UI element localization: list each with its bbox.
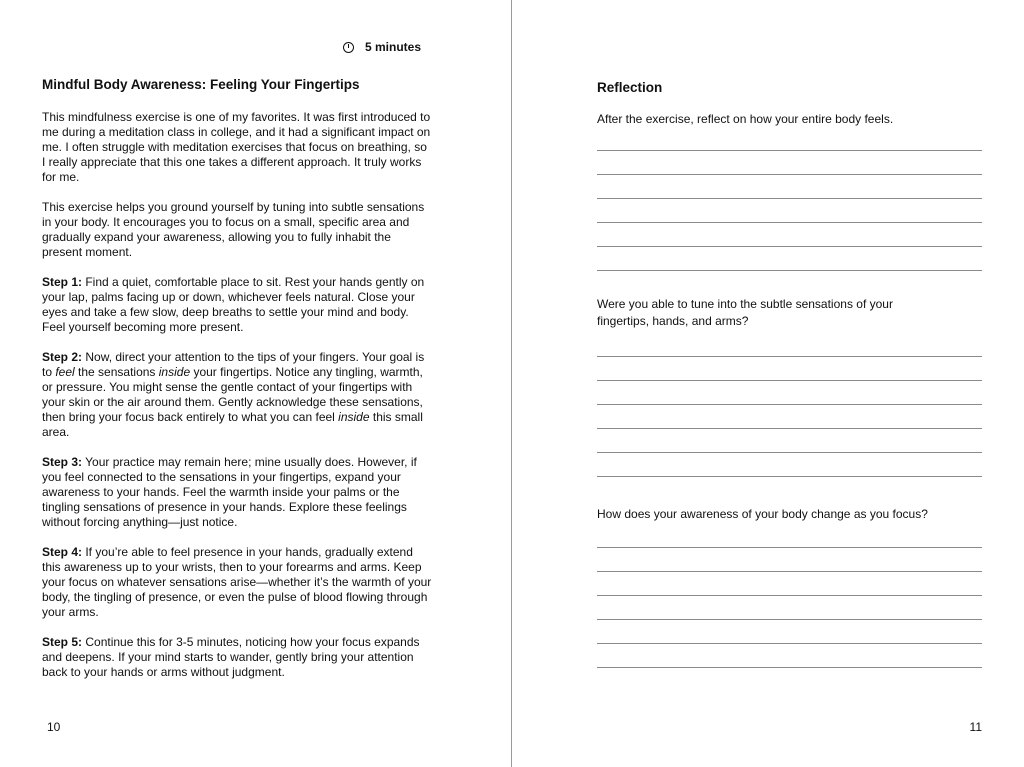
intro-paragraph-2: This exercise helps you ground yourself by tuning into subtle sensations in your body. It encourages you to focus on a small, specific area and gradually expand your awareness, allowing you to fully inhabit the present moment. (42, 200, 425, 259)
step-2-label: Step 2: (42, 350, 83, 364)
answer-line[interactable] (597, 198, 982, 199)
step-2-em-a: feel (55, 365, 75, 379)
step-5-label: Step 5: (42, 635, 83, 649)
page-number-right: 11 (969, 720, 982, 734)
answer-line[interactable] (597, 428, 982, 429)
answer-line[interactable] (597, 270, 982, 271)
step-4-text: If you’re able to feel presence in your hands, gradually extend this awareness up to your wrists, then to your forearms and arms. Keep your focus on whatever sensations arise—whether it’s the warmth of your body, the tingling of presence, or even the pulse of blood flowing through your arms. (42, 545, 432, 619)
exercise-title: Mindful Body Awareness: Feeling Your Fingertips (42, 77, 360, 92)
step-2-em-c: inside (338, 410, 370, 424)
step-5-text: Continue this for 3-5 minutes, noticing how your focus expands and deepens. If your mind starts to wander, gently bring your attention back to your hands or arms without judgment. (42, 635, 420, 679)
step-2-text-c: your fingertips. Notice any tingling, warmth, or pressure. You might sense the gentle contact of your fingertips with your skin or the air around them. Gently acknowledge these sensations, then bring your focus back entirely to what you can feel (42, 365, 423, 424)
answer-line[interactable] (597, 222, 982, 223)
answer-line[interactable] (597, 452, 982, 453)
step-1 (42, 275, 432, 335)
step-2-text-a: Now, direct your attention to the tips of your fingers. Your goal is to (42, 350, 425, 379)
answer-line[interactable] (597, 595, 982, 596)
answer-line[interactable] (597, 380, 982, 381)
clock-icon (343, 42, 354, 53)
left-page (0, 0, 511, 767)
reflection-title: Reflection (597, 80, 663, 95)
step-5 (42, 635, 432, 680)
book-spine-divider (511, 0, 512, 767)
step-1-label: Step 1: (42, 275, 83, 289)
time-estimate (343, 40, 421, 54)
time-label: 5 minutes (365, 40, 422, 54)
answer-line[interactable] (597, 404, 982, 405)
answer-line[interactable] (597, 643, 982, 644)
answer-line[interactable] (597, 547, 982, 548)
step-4 (42, 545, 432, 620)
answer-line[interactable] (597, 246, 982, 247)
step-4-label: Step 4: (42, 545, 83, 559)
intro-paragraph-1: This mindfulness exercise is one of my favorites. It was first introduced to me during a meditation class in college, and it had a significant impact on me. I often struggle with meditation exercises that focus on breathing, so I really appreciate that this one takes a different approach. It truly works for me. (42, 110, 431, 184)
reflection-question-1: After the exercise, reflect on how your entire body feels. (597, 112, 894, 126)
answer-line[interactable] (597, 476, 982, 477)
answer-line[interactable] (597, 619, 982, 620)
step-1-text: Find a quiet, comfortable place to sit. Rest your hands gently on your lap, palms facing up or down, whichever feels natural. Close your eyes and take a few slow, deep breaths to settle your mind and body. Feel yourself becoming more present. (42, 275, 425, 334)
step-2-text-d: this small area. (42, 410, 423, 439)
right-page (513, 0, 1024, 767)
answer-line[interactable] (597, 571, 982, 572)
page-number-left: 10 (47, 720, 61, 734)
step-2-text-b: the sensations (74, 365, 159, 379)
reflection-question-2: Were you able to tune into the subtle sensations of your fingertips, hands, and arms? (597, 297, 893, 328)
exercise-body (42, 110, 432, 695)
step-3 (42, 455, 432, 530)
step-2 (42, 350, 432, 440)
step-3-text: Your practice may remain here; mine usually does. However, if you feel connected to the sensations in your fingertips, expand your awareness to your hands. Feel the warmth inside your palms or the tingling sensations of presence in your hands. Explore these feelings without forcing anything—just notice. (42, 455, 417, 529)
step-2-em-b: inside (158, 365, 191, 379)
step-3-label: Step 3: (42, 455, 83, 469)
answer-line[interactable] (597, 174, 982, 175)
reflection-question-3: How does your awareness of your body change as you focus? (597, 507, 928, 521)
answer-line[interactable] (597, 150, 982, 151)
answer-line[interactable] (597, 356, 982, 357)
answer-line[interactable] (597, 667, 982, 668)
